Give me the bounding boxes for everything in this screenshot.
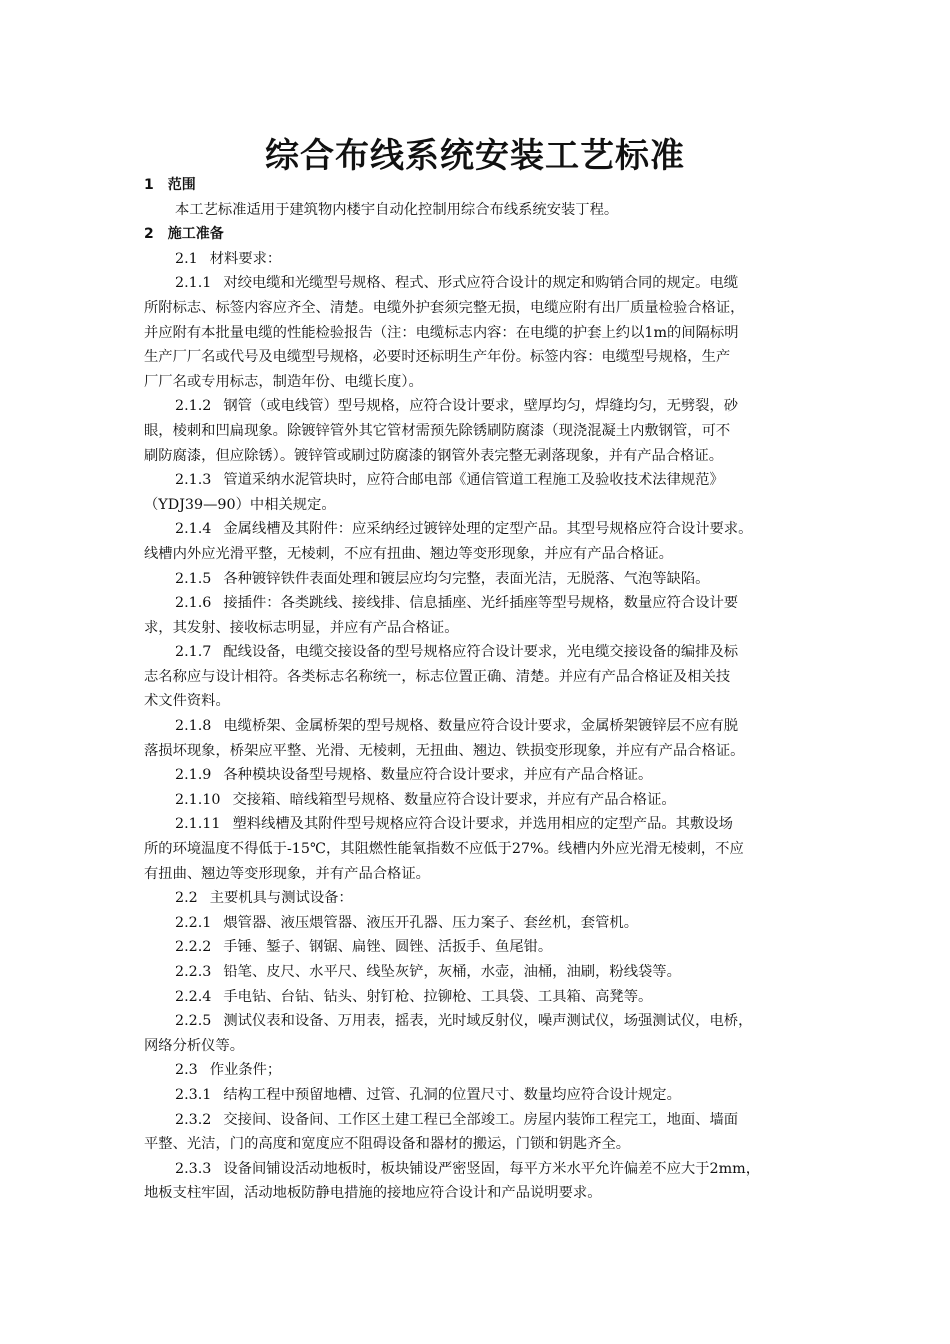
- clause-number: 2.3: [175, 1062, 198, 1079]
- line-text: 网络分析仪等。: [144, 1037, 245, 1054]
- line-text: 落损坏现象，桥架应平整、光滑、无棱刺，无扭曲、翘边、铁损变形现象，并应有产品合格证。: [144, 742, 745, 759]
- paragraph-line: [144, 1034, 816, 1059]
- clause-number: 2.2.2: [175, 939, 212, 956]
- clause-number: 2.1.1: [175, 275, 212, 292]
- line-text: 眼，棱刺和凹扁现象。除镀锌管外其它管材需预先除锈刷防腐漆（现浇混凝土内敷钢管，可不: [144, 422, 731, 439]
- paragraph-line: [144, 640, 816, 665]
- paragraph-line: [144, 542, 816, 567]
- line-text: 生产厂厂名或代号及电缆型号规格，必要时还标明生产年份。标签内容：电缆型号规格，生产: [144, 349, 731, 366]
- line-text: 作业条件；: [209, 1062, 282, 1079]
- clause-number: 2.3.1: [175, 1086, 212, 1103]
- paragraph-line: [144, 247, 816, 272]
- line-text: 交接间、设备间、工作区土建工程已全部竣工。房屋内装饰工程完工，地面、墙面: [223, 1111, 739, 1128]
- line-text: 平整、光洁，门的高度和宽度应不阻碍设备和器材的搬运，门锁和钥匙齐全。: [144, 1136, 631, 1153]
- clause-number: 2.2: [175, 890, 198, 907]
- paragraph-line: [144, 911, 816, 936]
- clause-number: 2: [144, 226, 154, 243]
- line-text: 求，其发射、接收标志明显，并应有产品合格证。: [144, 619, 459, 636]
- clause-number: 2.1: [175, 250, 198, 267]
- line-text: 各种模块设备型号规格、数量应符合设计要求，并应有产品合格证。: [223, 767, 653, 784]
- line-text: 配线设备，电缆交接设备的型号规格应符合设计要求，光电缆交接设备的编排及标: [223, 644, 739, 661]
- line-text: 地板支柱牢固，活动地板防静电措施的接地应符合设计和产品说明要求。: [144, 1185, 602, 1202]
- line-text: 主要机具与测试设备：: [209, 890, 353, 907]
- paragraph-line: [144, 1108, 816, 1133]
- line-text: 所附标志、标签内容应齐全、清楚。电缆外护套须完整无损，电缆应附有出厂质量检验合格证，: [144, 299, 745, 316]
- paragraph-line: [144, 517, 816, 542]
- clause-number: 2.1.11: [175, 816, 221, 833]
- line-text: 铅笔、皮尺、水平尺、线坠灰铲，灰桶，水壶，油桶，油刷，粉线袋等。: [223, 964, 681, 980]
- clause-number: 2.1.5: [175, 570, 212, 587]
- paragraph-line: [144, 960, 816, 985]
- paragraph-line: [144, 370, 816, 395]
- section-heading: [144, 222, 816, 247]
- paragraph-line: [144, 985, 816, 1010]
- paragraph-line: [144, 419, 816, 444]
- line-text: 手电钻、台钻、钻头、射钉枪、拉铆枪、工具袋、工具箱、高凳等。: [223, 988, 653, 1005]
- paragraph-line: [144, 714, 816, 739]
- line-text: 线槽内外应光滑平整，无棱刺，不应有扭曲、翘边等变形现象，并应有产品合格证。: [144, 545, 673, 562]
- line-text: （YDJ39—90）中相关规定。: [144, 496, 336, 513]
- clause-number: 2.3.3: [175, 1160, 212, 1177]
- clause-number: 2.1.9: [175, 767, 212, 784]
- line-text: 结构工程中预留地槽、过管、孔洞的位置尺寸、数量均应符合设计规定。: [223, 1086, 681, 1103]
- line-text: 测试仪表和设备、万用表，摇表，光时域反射仪，噪声测试仪，场强测试仪，电桥，: [223, 1013, 753, 1030]
- paragraph-line: [144, 935, 816, 960]
- paragraph-line: [144, 591, 816, 616]
- line-text: 施工准备: [167, 226, 224, 243]
- clause-number: 2.1.8: [175, 718, 212, 735]
- line-text: 术文件资料。: [144, 693, 230, 710]
- line-text: 电缆桥架、金属桥架的型号规格、数量应符合设计要求，金属桥架镀锌层不应有脱: [223, 718, 739, 735]
- paragraph-line: [144, 345, 816, 370]
- clause-number: 2.1.7: [175, 644, 212, 661]
- paragraph-line: [144, 616, 816, 641]
- line-text: 刷防腐漆，但应除锈）。镀锌管或刷过防腐漆的钢管外表完整无剥落现象，并有产品合格证。: [144, 447, 724, 464]
- clause-number: 2.2.5: [175, 1013, 212, 1030]
- paragraph-line: [144, 468, 816, 493]
- line-text: 手锤、錾子、钢锯、扁锉、圆锉、活扳手、鱼尾钳。: [223, 939, 553, 956]
- paragraph-line: [144, 493, 816, 518]
- paragraph-line: [144, 665, 816, 690]
- clause-number: 2.1.3: [175, 472, 212, 489]
- line-text: 管道采纳水泥管块时，应符合邮电部《通信管道工程施工及验收技术法律规范》: [223, 472, 724, 489]
- line-text: 有扭曲、翘边等变形现象，并有产品合格证。: [144, 865, 430, 882]
- document-body: [144, 173, 816, 1206]
- clause-number: 2.1.10: [175, 791, 221, 808]
- line-text: 本工艺标准适用于建筑物内楼宇自动化控制用综合布线系统安装丁程。: [175, 201, 619, 218]
- line-text: 所的环境温度不得低于-15℃，其阻燃性能氧指数不应低于27%。线槽内外应光滑无棱刺，不应: [144, 841, 744, 858]
- line-text: 塑料线槽及其附件型号规格应符合设计要求，并选用相应的定型产品。其敷设场: [232, 816, 733, 833]
- paragraph-line: [144, 321, 816, 346]
- paragraph-line: [144, 1083, 816, 1108]
- line-text: 并应附有本批量电缆的性能检验报告（注：电缆标志内容：在电缆的护套上约以1m的间隔标明: [144, 324, 739, 341]
- paragraph-line: [144, 296, 816, 321]
- line-text: 钢管（或电线管）型号规格，应符合设计要求，壁厚均匀，焊缝均匀，无劈裂，砂: [223, 398, 739, 415]
- paragraph-line: [144, 763, 816, 788]
- clause-number: 2.1.2: [175, 398, 212, 415]
- paragraph-line: [144, 1157, 816, 1182]
- paragraph-line: [144, 271, 816, 296]
- paragraph-line: [144, 689, 816, 714]
- line-text: 接插件：各类跳线、接线排、信息插座、光纤插座等型号规格，数量应符合设计要: [223, 595, 739, 612]
- paragraph-line: [144, 1058, 816, 1083]
- paragraph-line: [144, 1181, 816, 1206]
- paragraph-line: [144, 739, 816, 764]
- paragraph-line: [144, 1009, 816, 1034]
- line-text: 对绞电缆和光缆型号规格、程式、形式应符合设计的规定和购销合同的规定。电缆: [223, 275, 739, 292]
- paragraph-line: [144, 862, 816, 887]
- paragraph-line: [144, 444, 816, 469]
- line-text: 煨管器、液压煨管器、液压开孔器、压力案子、套丝机，套管机。: [223, 914, 638, 931]
- clause-number: 2.2.1: [175, 914, 212, 931]
- clause-number: 2.1.4: [175, 521, 212, 538]
- line-text: 厂厂名或专用标志，制造年份、电缆长度）。: [144, 373, 423, 390]
- line-text: 材料要求：: [209, 250, 282, 267]
- line-text: 志名称应与设计相符。各类标志名称统一，标志位置正确、清楚。并应有产品合格证及相关技: [144, 668, 731, 685]
- clause-number: 2.1.6: [175, 595, 212, 612]
- line-text: 各种镀锌铁件表面处理和镀层应均匀完整，表面光洁，无脱落、气泡等缺陷。: [223, 570, 710, 587]
- line-text: 范围: [167, 177, 196, 193]
- line-text: 金属线槽及其附件：应采纳经过镀锌处理的定型产品。其型号规格应符合设计要求。: [223, 521, 753, 538]
- paragraph-line: [144, 837, 816, 862]
- clause-number: 2.2.3: [175, 964, 212, 980]
- page-title: 综合布线系统安装工艺标准: [265, 136, 685, 176]
- paragraph-line: [144, 812, 816, 837]
- paragraph-line: [144, 198, 816, 223]
- clause-number: 2.2.4: [175, 988, 212, 1005]
- paragraph-line: [144, 886, 816, 911]
- clause-number: 1: [144, 177, 154, 193]
- paragraph-line: [144, 1132, 816, 1157]
- section-heading: [144, 173, 816, 198]
- paragraph-line: [144, 788, 816, 813]
- paragraph-line: [144, 567, 816, 592]
- line-text: 设备间铺设活动地板时，板块铺设严密竖固，每平方米水平允许偏差不应大于2mm，: [223, 1160, 760, 1177]
- line-text: 交接箱、暗线箱型号规格、数量应符合设计要求，并应有产品合格证。: [232, 791, 676, 808]
- clause-number: 2.3.2: [175, 1111, 212, 1128]
- paragraph-line: [144, 394, 816, 419]
